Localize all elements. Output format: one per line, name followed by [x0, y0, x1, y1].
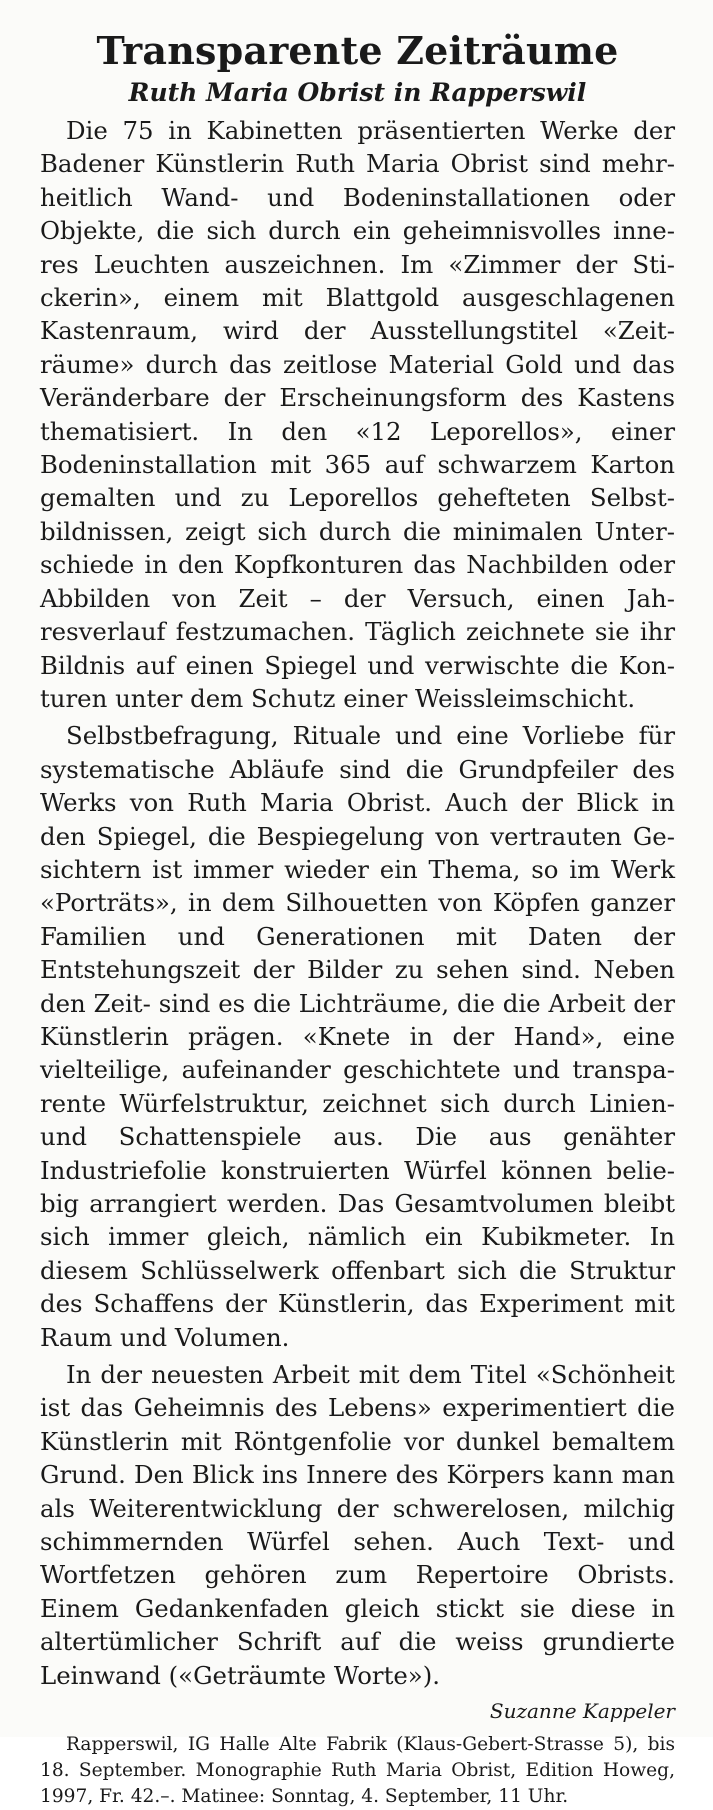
article-paragraph-1: Die 75 in Kabinetten präsentierten Werke der Badener Künstlerin Ruth Maria Obrist sind mehrheitlich Wand- und Bodeninstallationen oder Objekte, die sich durch ein geheimnisvolles inneres Leuchten auszeichnen. Im «Zimmer der Stickerin», einem mit Blattgold ausgeschlagenen Kastenraum, wird der Ausstellungstitel «Zeiträume» durch das zeitlose Material Gold und das Veränderbare der Erscheinungsform des Kastens thematisiert. In den «12 Leporellos», einer Bodeninstallation mit 365 auf schwarzem Karton gemalten und zu Leporellos gehefteten Selbstbildnissen, zeigt sich durch die minimalen Unterschiede in den Kopfkonturen das Nachbilden oder Abbilden von Zeit – der Versuch, einen Jahresverlauf festzumachen. Täglich zeichnete sie ihr Bildnis auf einen Spiegel und verwischte die Konturen unter dem Schutz einer Weissleimschicht. [40, 116, 675, 713]
article-paragraph-3: In der neuesten Arbeit mit dem Titel «Schönheit ist das Geheimnis des Lebens» experimentiert die Künstlerin mit Röntgenfolie vor dunkel bemaltem Grund. Den Blick ins Innere des Körpers kann man als Weiterentwicklung der schwerelosen, milchig schimmernden Würfel sehen. Auch Text- und Wortfetzen gehören zum Repertoire Obrists. Einem Gedankenfaden gleich stickt sie diese in altertümlicher Schrift auf die weiss grundierte Leinwand («Geträumte Worte»). [40, 1360, 675, 1690]
author-byline: Suzanne Kappeler [489, 1699, 675, 1724]
article-subtitle: Ruth Maria Obrist in Rapperswil [128, 78, 587, 107]
article-paragraph-2: Selbstbefragung, Rituale und eine Vorliebe für systematische Abläufe sind die Grundpfeiler des Werks von Ruth Maria Obrist. Auch der Blick in den Spiegel, die Bespiegelung von vertrauten Gesichtern ist immer wieder ein Thema, so im Werk «Porträts», in dem Silhouetten von Köpfen ganzer Familien und Generationen mit Daten der Entstehungszeit der Bilder zu sehen sind. Neben den Zeit- sind es die Lichträume, die die Arbeit der Künstlerin prägen. «Knete in der Hand», eine vielteilige, aufeinander geschichtete und transparente Würfelstruktur, zeichnet sich durch Linien- und Schattenspiele aus. Die aus genähter Industriefolie konstruierten Würfel können beliebig arrangiert werden. Das Gesamtvolumen bleibt sich immer gleich, nämlich ein Kubikmeter. In diesem Schlüsselwerk offenbart sich die Struktur des Schaffens der Künstlerin, das Experiment mit Raum und Volumen. [40, 721, 675, 1352]
article-title: Transparente Zeiträume [96, 28, 619, 73]
exhibition-info: Rapperswil, IG Halle Alte Fabrik (Klaus-Gebert-Strasse 5), bis 18. September. Monographie Ruth Maria Obrist, Edition Howeg, 1997, Fr. 42.–. Matinee: Sonntag, 4. September, 11 Uhr. [40, 1734, 675, 1808]
